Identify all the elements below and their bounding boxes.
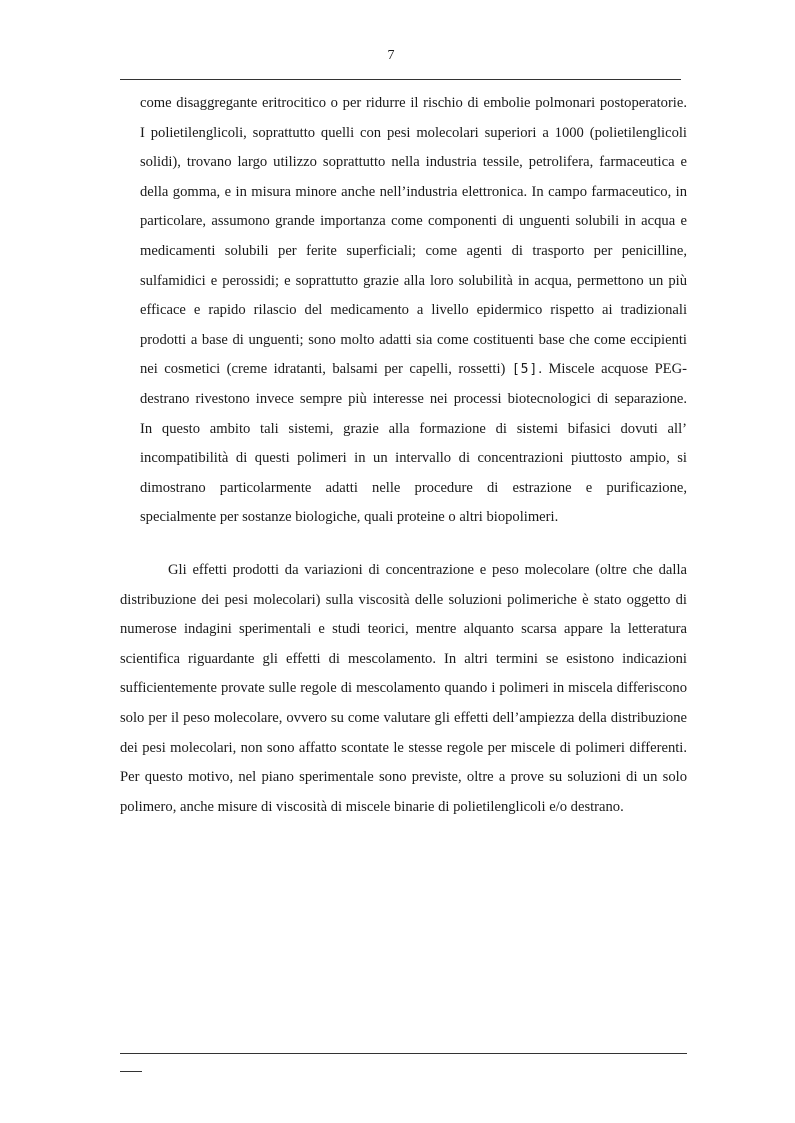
text-line: prodotti a base di unguenti; sono molto adatti sia come costituenti base che come eccipienti <box>140 331 687 348</box>
page-number: 7 <box>387 48 395 63</box>
text-line: polimero, anche misure di viscosità di miscele binarie di polietilenglicoli e/o destrano. <box>120 798 624 815</box>
text-line: destrano rivestono invece sempre più interesse nei processi biotecnologici di separazione. <box>140 390 687 407</box>
citation-line-before: nei cosmetici (creme idratanti, balsami per capelli, rossetti) <box>140 361 506 378</box>
text-line: distribuzione dei pesi molecolari) sulla viscosità delle soluzioni polimeriche è stato oggetto di <box>120 591 687 608</box>
text-line: Per questo motivo, nel piano sperimentale sono previste, oltre a prove su soluzioni di un solo <box>120 769 687 786</box>
text-line: dei pesi molecolari, non sono affatto scontate le stesse regole per miscele di polimeri differenti. <box>120 739 687 756</box>
header-rule <box>120 79 681 80</box>
citation-line-after: . Miscele acquose PEG- <box>538 361 687 378</box>
text-line-indented: Gli effetti prodotti da variazioni di concentrazione e peso molecolare (oltre che dalla <box>168 562 687 578</box>
text-line: come disaggregante eritrocitico o per ridurre il rischio di embolie polmonari postoperatorie. <box>140 95 687 111</box>
paragraph-1 <box>140 89 687 533</box>
text-line: sufficientemente provate sulle regole di mescolamento quando i polimeri in miscela differiscono <box>120 680 687 697</box>
text-line: specialmente per sostanze biologiche, quali proteine o altri biopolimeri. <box>140 509 559 526</box>
text-line: particolare, assumono grande importanza come componenti di unguenti solubili in acqua e <box>140 213 687 230</box>
footer-rule <box>120 1053 687 1054</box>
citation-line <box>140 355 687 385</box>
text-line: efficace e rapido rilascio del medicamento a livello epidermico rispetto ai tradizionali <box>140 302 687 319</box>
text-line: dimostrano particolarmente adatti nelle procedure di estrazione e purificazione, <box>140 479 687 496</box>
paragraph-2 <box>120 556 687 822</box>
text-line: numerose indagini sperimentali e studi teorici, mentre alquanto scarsa appare la letteratura <box>120 621 687 638</box>
text-line: incompatibilità di questi polimeri in un intervallo di concentrazioni piuttosto ampio, si <box>140 450 687 467</box>
footer-rule-stub <box>120 1071 142 1072</box>
text-line: sulfamidici e perossidi; e soprattutto grazie alla loro solubilità in acqua, permettono un più <box>140 272 687 289</box>
text-line: In questo ambito tali sistemi, grazie alla formazione di sistemi bifasici dovuti all’ <box>140 420 687 437</box>
citation-reference: [5] <box>511 362 539 378</box>
text-line: I polietilenglicoli, soprattutto quelli con pesi molecolari superiori a 1000 (polietilenglicoli <box>140 124 687 141</box>
text-line: solo per il peso molecolare, ovvero su come valutare gli effetti dell’ampiezza della distribuzione <box>120 709 687 726</box>
text-line: scientifica riguardante gli effetti di mescolamento. In altri termini se esistono indicazioni <box>120 650 687 667</box>
text-line: solidi), trovano largo utilizzo soprattutto nella industria tessile, petrolifera, farmaceutica e <box>140 154 687 171</box>
text-line: medicamenti solubili per ferite superficiali; come agenti di trasporto per penicilline, <box>140 242 687 259</box>
text-line: della gomma, e in misura minore anche nell’industria elettronica. In campo farmaceutico, in <box>140 183 687 200</box>
